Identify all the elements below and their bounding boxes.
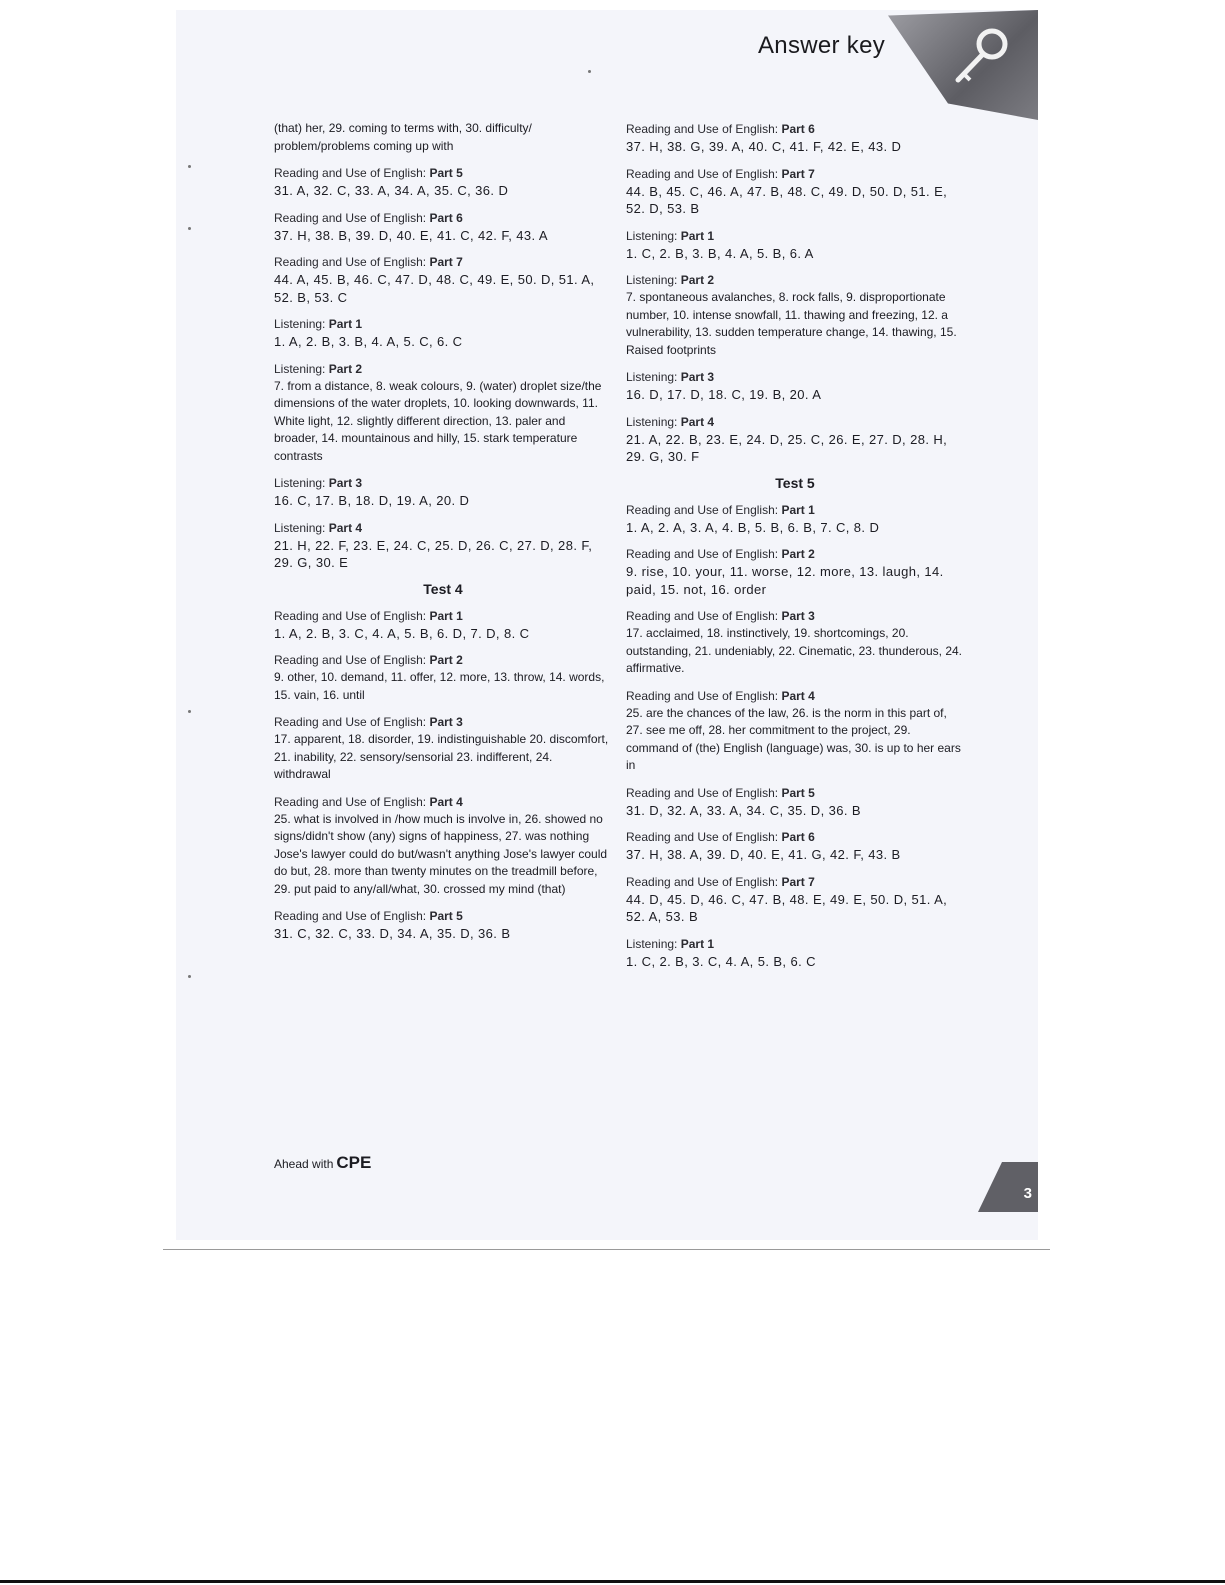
section-heading-label: Reading and Use of English:: [626, 166, 779, 181]
section-part: Part 2: [429, 653, 463, 667]
section-heading: [626, 873, 964, 891]
section-heading: [274, 793, 612, 811]
section-heading: [274, 315, 612, 333]
section-heading: [274, 474, 612, 492]
answer-list: 1. A, 2. A, 3. A, 4. B, 5. B, 6. B, 7. C, 8. D: [626, 519, 880, 535]
section-heading-label: Listening:: [274, 476, 326, 490]
answer-list: 37. H, 38. A, 39. D, 40. E, 41. G, 42. F, 43. B: [626, 847, 901, 862]
section-heading: [274, 253, 612, 271]
section-part: Part 3: [328, 476, 363, 490]
section-part: Part 3: [680, 370, 715, 384]
scanned-page: [176, 10, 1038, 1240]
right-column: [626, 120, 964, 979]
answer-list: (that) her, 29. coming to terms with, 30. difficulty/ problem/problems coming up with: [274, 121, 532, 153]
section-part: Part 2: [680, 273, 715, 287]
section-part: Part 6: [781, 830, 815, 844]
section-heading-label: Reading and Use of English:: [274, 794, 427, 809]
answer-section: [274, 793, 612, 899]
scan-artifact: [588, 70, 591, 73]
section-heading-label: Reading and Use of English:: [274, 608, 427, 623]
section-part: Part 6: [781, 122, 815, 136]
section-part: Part 7: [781, 166, 815, 181]
answer-section: [626, 368, 964, 404]
answer-section: [274, 209, 612, 245]
section-heading-label: Reading and Use of English:: [274, 653, 427, 667]
answer-list: 21. A, 22. B, 23. E, 24. D, 25. C, 26. E, 27. D, 28. H, 29. G, 30. F: [626, 431, 948, 464]
section-heading: [626, 607, 964, 625]
answer-section: [626, 413, 964, 466]
section-part: Part 5: [429, 166, 463, 180]
page-divider: [163, 1249, 1050, 1250]
section-heading-label: Listening:: [274, 317, 326, 331]
page-number: 3: [1023, 1185, 1032, 1202]
answer-section: [626, 687, 964, 775]
section-part: Part 3: [429, 715, 463, 729]
answer-section: [274, 607, 612, 643]
answer-list: 44. A, 45. B, 46. C, 47. D, 48. C, 49. E, 50. D, 51. A, 52. B, 53. C: [274, 272, 595, 305]
page-title: Answer key: [758, 32, 886, 59]
section-heading: [626, 227, 964, 245]
section-part: Part 1: [328, 317, 363, 331]
section-heading-label: Reading and Use of English:: [274, 909, 427, 923]
answer-section: [626, 935, 964, 971]
section-part: Part 1: [680, 228, 715, 243]
section-heading: [274, 164, 612, 182]
answer-list: 16. D, 17. D, 18. C, 19. B, 20. A: [626, 387, 822, 402]
answer-list: 25. what is involved in /how much is involve in, 26. showed no signs/didn't show (any) signs of happiness, 27. was nothing Jose's lawyer could do but/wasn't anything Jose's lawyer could do but, 28. more than twenty minutes on the treadmill before, 29. put paid to any/all/what, 30. crossed my mind (that): [274, 811, 608, 896]
section-part: Part 4: [328, 520, 363, 535]
answer-section: [274, 907, 612, 943]
section-heading-label: Listening:: [626, 228, 678, 243]
answer-section: [274, 474, 612, 510]
section-heading: [626, 784, 964, 802]
answer-section: [626, 784, 964, 820]
section-heading: [274, 713, 612, 731]
section-heading-label: Listening:: [274, 520, 326, 535]
section-part: Part 1: [429, 608, 463, 623]
footer-prefix: Ahead with: [274, 1157, 334, 1171]
section-heading-label: Reading and Use of English:: [626, 547, 779, 561]
scan-artifact: [188, 710, 191, 713]
section-part: Part 5: [429, 909, 463, 923]
section-heading-label: Listening:: [626, 936, 678, 951]
section-heading-label: Reading and Use of English:: [274, 210, 427, 225]
section-heading-label: Listening:: [626, 273, 678, 287]
section-heading: [274, 519, 612, 537]
answer-list: 16. C, 17. B, 18. D, 19. A, 20. D: [274, 493, 470, 508]
section-heading: [626, 545, 964, 563]
answer-section: [626, 607, 964, 678]
answer-section: [274, 519, 612, 572]
section-heading: [626, 687, 964, 705]
test-title: Test 5: [775, 474, 815, 491]
section-heading: [626, 413, 964, 431]
section-part: Part 7: [429, 255, 463, 269]
answer-list: 44. D, 45. D, 46. C, 47. B, 48. E, 49. E, 50. D, 51. A, 52. A, 53. B: [626, 891, 948, 924]
section-heading-label: Reading and Use of English:: [626, 122, 779, 136]
footer-brand: CPE: [336, 1153, 372, 1172]
section-heading: [626, 271, 964, 289]
answer-section: [274, 253, 612, 306]
section-heading-label: Listening:: [274, 361, 326, 376]
scan-artifact: [188, 227, 191, 230]
section-heading: [274, 907, 612, 925]
section-part: Part 1: [781, 502, 815, 517]
answer-list: 1. C, 2. B, 3. C, 4. A, 5. B, 6. C: [626, 953, 816, 969]
section-heading: [626, 935, 964, 953]
key-icon: [946, 22, 1016, 92]
answer-list: 44. B, 45. C, 46. A, 47. B, 48. C, 49. D, 50. D, 51. E, 52. D, 53. B: [626, 183, 948, 216]
section-heading-label: Listening:: [626, 370, 678, 384]
answer-list: 1. A, 2. B, 3. C, 4. A, 5. B, 6. D, 7. D, 8. C: [274, 625, 530, 641]
section-part: Part 7: [781, 874, 815, 889]
section-part: Part 5: [781, 785, 815, 800]
section-heading: [626, 828, 964, 846]
section-heading: [274, 360, 612, 378]
section-heading-label: Reading and Use of English:: [274, 255, 427, 269]
answer-list: 9. rise, 10. your, 11. worse, 12. more, 13. laugh, 14. paid, 15. not, 16. order: [626, 564, 944, 597]
section-heading: [626, 165, 964, 183]
section-heading-label: Reading and Use of English:: [626, 874, 779, 889]
section-part: Part 3: [781, 609, 815, 623]
answer-list: 1. A, 2. B, 3. B, 4. A, 5. C, 6. C: [274, 334, 463, 349]
section-heading: [274, 209, 612, 227]
answer-list: 25. are the chances of the law, 26. is the norm in this part of, 27. see me off, 28. her commitment to the project, 29. command of (the) English (language) was, 30. is up to her ears in: [626, 705, 961, 772]
section-heading-label: Reading and Use of English:: [626, 688, 779, 703]
section-heading-label: Reading and Use of English:: [274, 166, 427, 180]
section-heading: [626, 368, 964, 386]
answer-list: 7. spontaneous avalanches, 8. rock falls, 9. disproportionate number, 10. intense snowfall, 11. thawing and freezing, 12. a vulnerability, 13. sudden temperature change, 14. thawing, 15. Raised footprints: [626, 290, 957, 357]
answer-list: 31. A, 32. C, 33. A, 34. A, 35. C, 36. D: [274, 183, 509, 198]
section-heading-label: Reading and Use of English:: [626, 502, 779, 517]
answer-section: [626, 545, 964, 598]
section-part: Part 2: [781, 547, 815, 561]
left-column: [274, 120, 612, 952]
answer-section: [274, 713, 612, 784]
answer-list: 1. C, 2. B, 3. B, 4. A, 5. B, 6. A: [626, 245, 814, 261]
answer-list: 31. C, 32. C, 33. D, 34. A, 35. D, 36. B: [274, 926, 511, 941]
bottom-border: [0, 1580, 1225, 1583]
section-heading-label: Reading and Use of English:: [626, 785, 779, 800]
answer-list: 37. H, 38. B, 39. D, 40. E, 41. C, 42. F, 43. A: [274, 227, 548, 243]
answer-section: [626, 501, 964, 537]
answer-section: [274, 651, 612, 704]
section-part: Part 2: [328, 361, 363, 376]
test-title: Test 4: [423, 580, 463, 597]
scan-artifact: [188, 975, 191, 978]
section-heading: [626, 501, 964, 519]
section-part: Part 6: [429, 210, 463, 225]
answer-section: [626, 120, 964, 156]
section-heading-label: Reading and Use of English:: [626, 609, 779, 623]
answer-list: 7. from a distance, 8. weak colours, 9. (water) droplet size/the dimensions of the water droplets, 10. looking downwards, 11. White light, 12. slightly different direction, 13. paler and broader, 14. mountainous and hilly, 15. stark temperature contrasts: [274, 378, 602, 463]
answer-list: 37. H, 38. G, 39. A, 40. C, 41. F, 42. E, 43. D: [626, 139, 902, 154]
section-heading: [274, 651, 612, 669]
answer-section: [626, 873, 964, 926]
answer-section: [626, 271, 964, 359]
section-part: Part 4: [429, 794, 463, 809]
answer-list: 17. apparent, 18. disorder, 19. indistinguishable 20. discomfort, 21. inability, 22. sensory/sensorial 23. indifferent, 24. withdrawal: [274, 732, 609, 781]
answer-section: [626, 165, 964, 218]
answer-list: 21. H, 22. F, 23. E, 24. C, 25. D, 26. C, 27. D, 28. F, 29. G, 30. E: [274, 537, 593, 570]
answer-section: [626, 828, 964, 864]
answer-section: [274, 315, 612, 351]
answer-section: [274, 164, 612, 200]
answer-section: [274, 360, 612, 466]
section-part: Part 4: [680, 414, 715, 429]
section-heading: [626, 120, 964, 138]
section-heading-label: Listening:: [626, 414, 678, 429]
answer-list: 17. acclaimed, 18. instinctively, 19. shortcomings, 20. outstanding, 21. undeniably, 22. Cinematic, 23. thunderous, 24. affirmative.: [626, 626, 963, 675]
section-part: Part 1: [680, 936, 715, 951]
scan-artifact: [188, 165, 191, 168]
footer: [274, 1153, 371, 1173]
answer-section: [626, 227, 964, 263]
section-part: Part 4: [781, 688, 815, 703]
answer-list: 31. D, 32. A, 33. A, 34. C, 35. D, 36. B: [626, 802, 861, 818]
section-heading-label: Reading and Use of English:: [626, 830, 779, 844]
answer-list: 9. other, 10. demand, 11. offer, 12. more, 13. throw, 14. words, 15. vain, 16. until: [274, 670, 605, 702]
section-heading: [274, 607, 612, 625]
answer-section: [274, 120, 612, 155]
section-heading-label: Reading and Use of English:: [274, 715, 427, 729]
